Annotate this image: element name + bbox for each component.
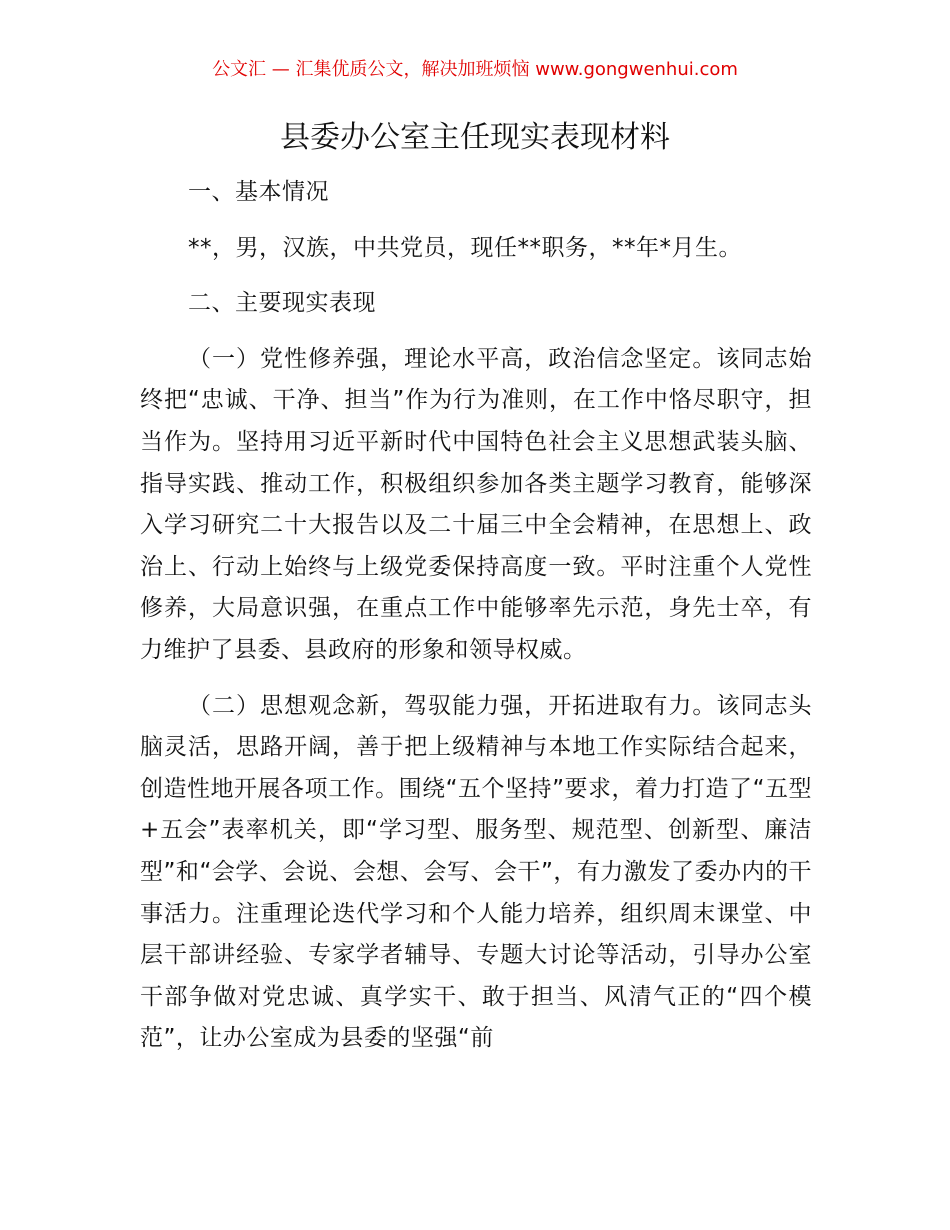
paragraph-party-spirit: （一）党性修养强，理论水平高，政治信念坚定。该同志始终把“忠诚、干净、担当”作为行为准则，在工作中恪尽职守，担当作为。坚持用习近平新时代中国特色社会主义思想武装头脑、指导实践、推动工作，积极组织参加各类主题学习教育，能够深入学习研究二十大报告以及二十届三中全会精神，在思想上、政治上、行动上始终与上级党委保持高度一致。平时注重个人党性修养，大局意识强，在重点工作中能够率先示范，身先士卒，有力维护了县委、县政府的形象和领导权威。 — [140, 345, 812, 663]
section-heading-basic-info: 一、基本情况 — [188, 179, 329, 205]
paragraph-innovation: （二）思想观念新，驾驭能力强，开拓进取有力。该同志头脑灵活，思路开阔，善于把上级精神与本地工作实际结合起来，创造性地开展各项工作。围绕“五个坚持”要求，着力打造了“五型+五会”表率机关，即“学习型、服务型、规范型、创新型、廉洁型”和“会学、会说、会想、会写、会干”，有力激发了委办内的干事活力。注重理论迭代学习和个人能力培养，组织周末课堂、中层干部讲经验、专家学者辅导、专题大讨论等活动，引导办公室干部争做对党忠诚、真学实干、敢于担当、风清气正的“四个模范”，让办公室成为县委的坚强“前 — [140, 692, 812, 1052]
basic-info-line: **，男，汉族，中共党员，现任**职务，**年*月生。 — [188, 234, 742, 261]
document-title: 县委办公室主任现实表现材料 — [280, 120, 670, 155]
section-heading-performance: 二、主要现实表现 — [188, 290, 376, 317]
document-body — [140, 172, 812, 1074]
watermark-banner: 公文汇 — 汇集优质公文，解决加班烦恼 www.gongwenhui.com — [212, 59, 738, 80]
